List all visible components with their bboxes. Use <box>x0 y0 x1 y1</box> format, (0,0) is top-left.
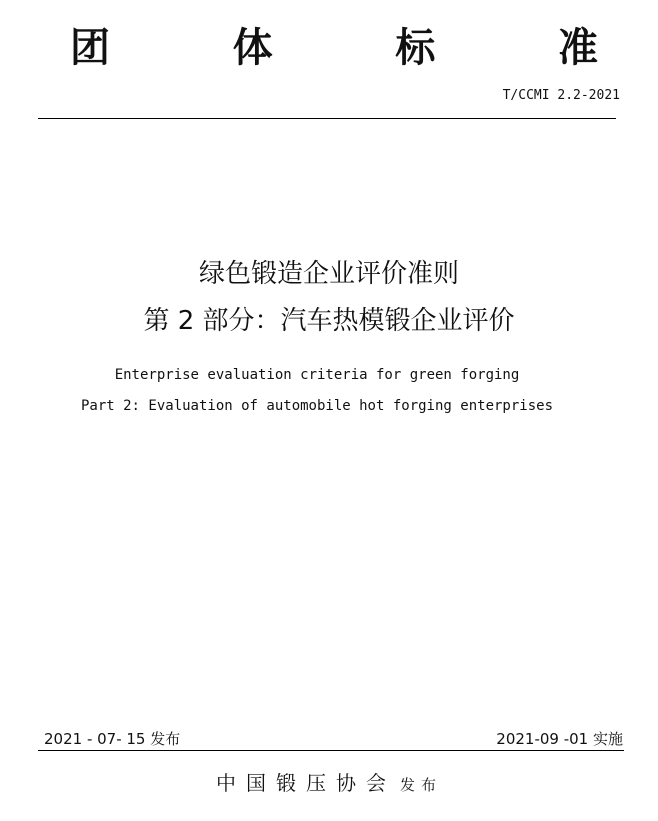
issue-date: 2021 - 07- 15 发布 <box>44 730 181 748</box>
standard-code: T/CCMI 2.2-2021 <box>502 88 620 103</box>
chinese-title-line-2: 第 2 部分：汽车热模锻企业评价 <box>143 306 515 336</box>
top-divider <box>38 118 616 119</box>
publisher-line <box>0 770 658 798</box>
chinese-title-line-1: 绿色锻造企业评价准则 <box>198 259 459 289</box>
publisher-organization: 中国锻压协会 <box>215 771 396 795</box>
heading-char: 标 <box>395 24 436 71</box>
bottom-divider <box>38 750 624 751</box>
english-title-line-1: Enterprise evaluation criteria for green forging <box>114 367 520 383</box>
publish-label: 发布 <box>399 776 442 794</box>
heading-char: 体 <box>232 24 273 71</box>
english-title-line-2: Part 2: Evaluation of automobile hot forging enterprises <box>80 398 553 414</box>
implementation-date: 2021-09 -01 实施 <box>496 730 623 748</box>
heading-char: 准 <box>557 24 598 71</box>
document-type-heading <box>60 18 608 78</box>
heading-char: 团 <box>70 24 110 71</box>
